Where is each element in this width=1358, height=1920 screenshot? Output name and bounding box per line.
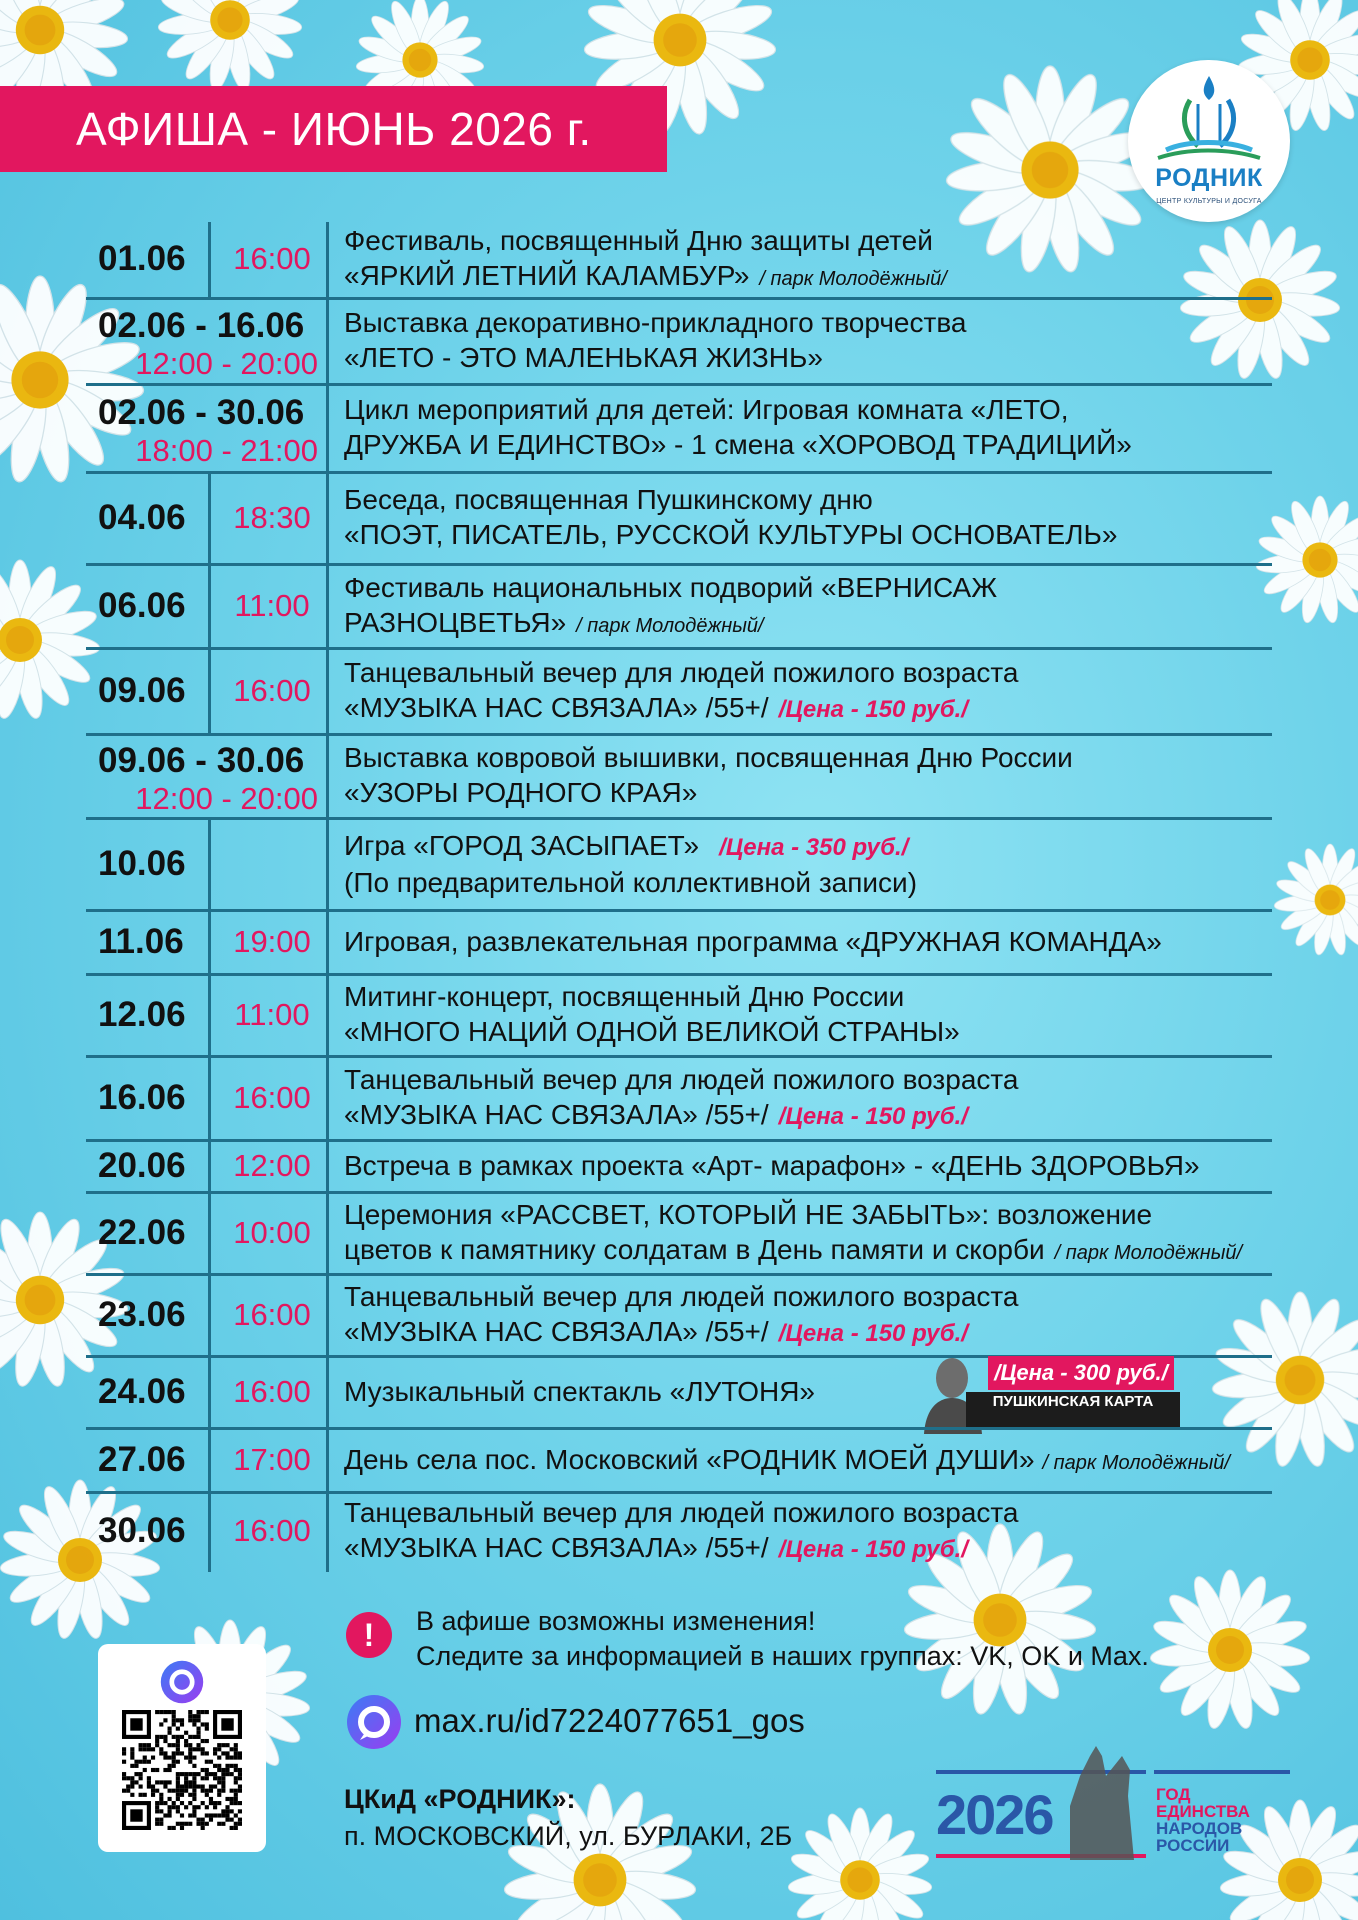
column-divider — [208, 1358, 211, 1430]
column-divider — [326, 1142, 329, 1194]
event-time: 19:00 — [233, 924, 311, 959]
event-date: 20.06 — [98, 1146, 186, 1185]
event-time: 17:00 — [233, 1442, 311, 1477]
event-title: Музыкальный спектакль «ЛУТОНЯ» — [344, 1375, 815, 1407]
event-subtitle: «МНОГО НАЦИЙ ОДНОЙ ВЕЛИКОЙ СТРАНЫ» — [344, 1016, 960, 1047]
event-title: День села пос. Московский «РОДНИК МОЕЙ ДУШИ» — [344, 1443, 1035, 1475]
column-divider — [208, 222, 211, 300]
event-date: 22.06 — [98, 1213, 186, 1252]
event-row — [86, 474, 1272, 566]
badge-line-3: НАРОДОВ — [1156, 1819, 1243, 1838]
event-description — [344, 482, 1302, 552]
event-description — [344, 979, 1302, 1049]
event-time: 16:00 — [233, 1374, 311, 1409]
badge-text — [1156, 1786, 1250, 1854]
event-price: /Цена - 150 руб./ — [778, 696, 968, 723]
event-row — [86, 976, 1272, 1058]
event-title: Церемония «РАССВЕТ, КОТОРЫЙ НЕ ЗАБЫТЬ»: возложение — [344, 1199, 1153, 1230]
event-time: 10:00 — [233, 1215, 311, 1250]
event-location: / парк Молодёжный/ — [576, 615, 764, 637]
event-row — [86, 566, 1272, 650]
event-description — [344, 655, 1302, 727]
event-title: Игровая, развлекательная программа «ДРУЖНАЯ КОМАНДА» — [344, 925, 1162, 957]
event-date: 23.06 — [98, 1295, 186, 1334]
column-divider — [208, 976, 211, 1058]
notice-line-2: Следите за информацией в наших группах: VK, OK и Max. — [416, 1641, 1149, 1671]
column-divider — [326, 1276, 329, 1358]
column-divider — [208, 1276, 211, 1358]
event-title: Митинг-концерт, посвященный Дню России — [344, 981, 905, 1012]
event-time: 16:00 — [233, 673, 311, 708]
badge-line-1: ГОД — [1156, 1785, 1191, 1804]
pushkin-card-badge — [916, 1350, 1184, 1434]
event-subtitle: «ЯРКИЙ ЛЕТНИЙ КАЛАМБУР» — [344, 260, 750, 291]
event-line-1 — [344, 924, 1302, 959]
event-row — [86, 222, 1272, 300]
column-divider — [208, 650, 211, 736]
qr-code-icon — [122, 1710, 242, 1830]
event-time: 11:00 — [234, 588, 310, 623]
event-description — [344, 740, 1302, 810]
page-title: АФИША - ИЮНЬ 2026 г. — [76, 103, 592, 155]
badge-line-2: ЕДИНСТВА — [1156, 1802, 1250, 1821]
event-description — [344, 1148, 1302, 1183]
event-price: /Цена - 150 руб./ — [778, 1536, 968, 1563]
event-row — [86, 820, 1272, 912]
column-divider — [326, 1058, 329, 1142]
column-divider — [326, 1430, 329, 1494]
event-row — [86, 1058, 1272, 1142]
event-row — [86, 1358, 1272, 1430]
column-divider — [326, 1194, 329, 1276]
event-line-2 — [344, 865, 1302, 900]
event-date-range — [98, 741, 320, 817]
event-line-2 — [344, 340, 1302, 375]
event-line-2 — [344, 427, 1302, 462]
event-subtitle: «ПОЭТ, ПИСАТЕЛЬ, РУССКОЙ КУЛЬТУРЫ ОСНОВАТЕЛЬ» — [344, 519, 1118, 550]
column-divider — [326, 976, 329, 1058]
year-of-unity-badge — [936, 1736, 1290, 1866]
event-line-1 — [344, 305, 1302, 340]
event-description — [344, 1062, 1302, 1134]
event-date: 10.06 — [98, 844, 186, 883]
event-title: Танцевальный вечер для людей пожилого возраста — [344, 1281, 1019, 1312]
event-date: 01.06 — [98, 239, 186, 278]
event-row — [86, 1142, 1272, 1194]
notice-line-1: В афише возможны изменения! — [416, 1606, 816, 1636]
event-title: Беседа, посвященная Пушкинскому дню — [344, 484, 873, 515]
event-price: /Цена - 150 руб./ — [778, 1103, 968, 1130]
column-divider — [208, 912, 211, 976]
event-line-2 — [344, 690, 1302, 727]
event-date-range — [98, 393, 320, 469]
event-date: 09.06 - 30.06 — [98, 741, 305, 780]
event-line-2 — [344, 258, 1302, 297]
organization-name: ЦКиД «РОДНИК»: — [344, 1784, 576, 1814]
column-divider — [326, 1494, 329, 1572]
qr-code-card[interactable] — [98, 1644, 266, 1852]
event-subtitle: РАЗНОЦВЕТЬЯ» — [344, 607, 567, 638]
max-link[interactable]: max.ru/id7224077651_gos — [414, 1702, 805, 1739]
column-divider — [326, 820, 329, 912]
column-divider — [326, 912, 329, 976]
monument-icon — [1040, 1736, 1160, 1860]
column-divider — [326, 736, 329, 820]
event-description — [344, 1442, 1302, 1481]
event-subtitle: «МУЗЫКА НАС СВЯЗАЛА» /55+/ — [344, 692, 769, 723]
badge-line-4: РОССИИ — [1156, 1836, 1230, 1855]
card-price: /Цена - 300 руб./ — [988, 1356, 1174, 1390]
event-time: 16:00 — [233, 1297, 311, 1332]
event-line-1 — [344, 1197, 1302, 1232]
column-divider — [326, 650, 329, 736]
event-line-2 — [344, 1097, 1302, 1134]
event-time: 12:00 - 20:00 — [135, 781, 318, 816]
event-date: 24.06 — [98, 1372, 186, 1411]
event-description — [344, 392, 1302, 462]
event-line-1 — [344, 223, 1302, 258]
event-line-2 — [344, 1014, 1302, 1049]
column-divider — [326, 222, 329, 300]
event-title: Фестиваль национальных подворий «ВЕРНИСАЖ — [344, 572, 998, 603]
event-description — [344, 1197, 1302, 1271]
event-row — [86, 386, 1272, 474]
event-time: 12:00 — [233, 1148, 311, 1183]
event-subtitle: ДРУЖБА И ЕДИНСТВО» - 1 смена «ХОРОВОД ТРАДИЦИЙ» — [344, 429, 1132, 460]
event-line-1 — [344, 979, 1302, 1014]
event-description — [344, 570, 1302, 644]
max-messenger-icon — [160, 1660, 204, 1704]
column-divider — [326, 300, 329, 386]
event-row — [86, 1430, 1272, 1494]
event-title: Встреча в рамках проекта «Арт- марафон» - «ДЕНЬ ЗДОРОВЬЯ» — [344, 1149, 1200, 1181]
event-line-1 — [344, 392, 1302, 427]
event-time: 16:00 — [233, 241, 311, 276]
event-location: / парк Молодёжный/ — [759, 268, 947, 290]
event-date: 30.06 — [98, 1511, 186, 1550]
max-messenger-icon — [346, 1694, 402, 1750]
column-divider — [208, 566, 211, 650]
event-date: 11.06 — [98, 922, 184, 961]
event-price: /Цена - 150 руб./ — [778, 1320, 968, 1347]
warning-icon: ! — [346, 1612, 392, 1658]
event-location: / парк Молодёжный/ — [1054, 1242, 1243, 1264]
column-divider — [326, 474, 329, 566]
column-divider — [326, 1358, 329, 1430]
badge-year: 2026 — [936, 1783, 1053, 1846]
event-line-1 — [344, 740, 1302, 775]
event-subtitle: (По предварительной коллективной записи) — [344, 867, 918, 898]
event-date: 12.06 — [98, 995, 186, 1034]
event-row — [86, 1194, 1272, 1276]
event-subtitle: цветов к памятнику солдатам в День памяти и скорби — [344, 1234, 1045, 1265]
event-row — [86, 912, 1272, 976]
column-divider — [208, 1142, 211, 1194]
event-title: Фестиваль, посвященный Дню защиты детей — [344, 225, 933, 256]
event-line-2 — [344, 1314, 1302, 1351]
event-date: 09.06 — [98, 671, 186, 710]
event-description — [344, 1495, 1302, 1567]
event-title: Танцевальный вечер для людей пожилого возраста — [344, 657, 1019, 688]
event-line-2 — [344, 517, 1302, 552]
event-title: Игра «ГОРОД ЗАСЫПАЕТ» — [344, 830, 700, 861]
event-title: Танцевальный вечер для людей пожилого возраста — [344, 1064, 1019, 1095]
column-divider — [208, 474, 211, 566]
event-line-2 — [344, 1232, 1302, 1271]
event-subtitle: «МУЗЫКА НАС СВЯЗАЛА» /55+/ — [344, 1532, 769, 1563]
event-price: /Цена - 350 руб./ — [719, 834, 909, 861]
event-line-1 — [344, 1062, 1302, 1097]
event-description — [344, 223, 1302, 297]
event-row — [86, 650, 1272, 736]
event-row — [86, 300, 1272, 386]
organization-address: п. МОСКОВСКИЙ, ул. БУРЛАКИ, 2Б — [344, 1821, 793, 1851]
event-subtitle: «МУЗЫКА НАС СВЯЗАЛА» /55+/ — [344, 1099, 769, 1130]
event-line-1 — [344, 570, 1302, 605]
logo-subtitle: ЦЕНТР КУЛЬТУРЫ И ДОСУГА — [1156, 198, 1262, 205]
logo-name: РОДНИК — [1155, 164, 1263, 192]
event-title: Танцевальный вечер для людей пожилого возраста — [344, 1497, 1019, 1528]
event-line-1 — [344, 1279, 1302, 1314]
column-divider — [208, 1494, 211, 1572]
event-subtitle: «УЗОРЫ РОДНОГО КРАЯ» — [344, 777, 698, 808]
event-line-2 — [344, 605, 1302, 644]
event-time: 18:30 — [233, 500, 311, 535]
event-line-1 — [344, 1495, 1302, 1530]
event-time: 12:00 - 20:00 — [135, 346, 318, 381]
event-description — [344, 1279, 1302, 1351]
event-date: 04.06 — [98, 498, 186, 537]
event-title: Цикл мероприятий для детей: Игровая комната «ЛЕТО, — [344, 394, 1069, 425]
event-location: / парк Молодёжный/ — [1042, 1451, 1230, 1474]
event-time: 16:00 — [233, 1513, 311, 1548]
event-line-1 — [344, 655, 1302, 690]
event-row — [86, 1276, 1272, 1358]
event-line-2 — [344, 1530, 1302, 1567]
card-label: ПУШКИНСКАЯ КАРТА — [966, 1392, 1180, 1430]
event-date: 02.06 - 30.06 — [98, 393, 305, 432]
event-line-1 — [344, 1442, 1302, 1481]
event-title: Выставка декоративно-прикладного творчества — [344, 307, 967, 338]
column-divider — [326, 566, 329, 650]
column-divider — [326, 386, 329, 474]
event-line-1 — [344, 828, 1302, 865]
event-subtitle: «МУЗЫКА НАС СВЯЗАЛА» /55+/ — [344, 1316, 769, 1347]
event-date: 02.06 - 16.06 — [98, 306, 305, 345]
event-title: Выставка ковровой вышивки, посвященная Дню России — [344, 742, 1073, 773]
event-description — [344, 924, 1302, 959]
event-description — [344, 305, 1302, 375]
event-row — [86, 736, 1272, 820]
event-time: 11:00 — [234, 997, 310, 1032]
column-divider — [208, 820, 211, 912]
event-date: 06.06 — [98, 586, 186, 625]
event-line-1 — [344, 482, 1302, 517]
event-line-1 — [344, 1148, 1302, 1183]
event-line-2 — [344, 775, 1302, 810]
event-row — [86, 1494, 1272, 1572]
event-subtitle: «ЛЕТО - ЭТО МАЛЕНЬКАЯ ЖИЗНЬ» — [344, 342, 823, 373]
event-date: 27.06 — [98, 1440, 186, 1479]
event-date: 16.06 — [98, 1078, 186, 1117]
column-divider — [208, 1194, 211, 1276]
event-date-range — [98, 306, 320, 382]
event-time: 16:00 — [233, 1080, 311, 1115]
column-divider — [208, 1058, 211, 1142]
event-description — [344, 828, 1302, 900]
column-divider — [208, 1430, 211, 1494]
event-time: 18:00 - 21:00 — [135, 433, 318, 468]
